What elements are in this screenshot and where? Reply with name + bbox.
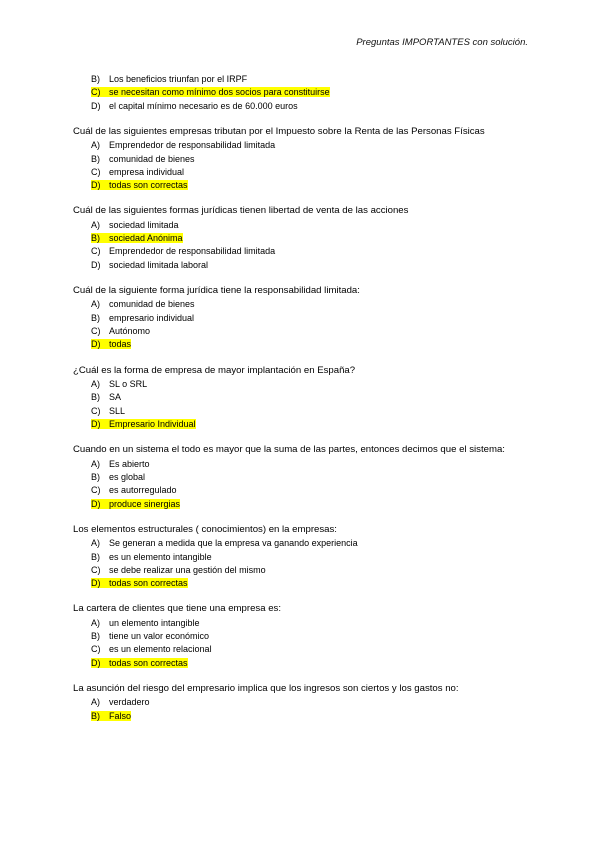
answer-option [73, 86, 533, 99]
answer-option [73, 259, 533, 272]
answer-content [91, 379, 147, 389]
answer-content [91, 485, 177, 495]
document-body [73, 73, 533, 723]
option-text: es autorregulado [109, 485, 177, 496]
option-text: todas son correctas [109, 180, 188, 191]
question-text: ¿Cuál es la forma de empresa de mayor implantación en España? [73, 364, 356, 376]
option-text: es un elemento intangible [109, 551, 212, 562]
answer-content [91, 326, 150, 336]
option-text: se necesitan como mínimo dos socios para constituirse [109, 87, 330, 98]
option-letter: A) [91, 697, 100, 708]
option-letter: C) [91, 246, 101, 257]
answer-content [91, 140, 275, 150]
option-letter: C) [91, 166, 101, 177]
option-text: Emprendedor de responsabilidad limitada [109, 140, 276, 151]
option-text: todas son correctas [109, 578, 188, 589]
question-text: Cuando en un sistema el todo es mayor que la suma de las partes, entonces decimos que el sistema: [73, 444, 505, 456]
option-letter: D) [91, 578, 101, 589]
correct-answer-highlight [91, 87, 330, 97]
answer-content [91, 167, 184, 177]
answer-option [73, 617, 533, 630]
correct-answer-highlight [91, 499, 180, 509]
question-block [73, 365, 533, 432]
question-block [73, 205, 533, 272]
option-letter: B) [91, 233, 100, 244]
answer-option [73, 564, 533, 577]
answer-content [91, 299, 195, 309]
answer-option [73, 153, 533, 166]
answer-option [73, 312, 533, 325]
answer-option [73, 391, 533, 404]
answer-option [73, 245, 533, 258]
correct-answer-highlight [91, 419, 196, 429]
answer-content [91, 631, 209, 641]
answer-option [73, 232, 533, 245]
answer-option [73, 498, 533, 511]
answer-content [91, 538, 358, 548]
question-text: Cuál de las siguientes empresas tributan por el Impuesto sobre la Renta de las Personas Físicas [73, 125, 485, 137]
option-text: Empresario Individual [109, 418, 196, 429]
option-letter: A) [91, 379, 100, 390]
option-text: Se generan a medida que la empresa va ganando experiencia [109, 538, 358, 549]
question-block [73, 524, 533, 591]
answer-option [73, 338, 533, 351]
answer-content [91, 459, 150, 469]
correct-answer-highlight [91, 711, 131, 721]
answer-content [91, 697, 150, 707]
answer-content [91, 472, 145, 482]
option-text: se debe realizar una gestión del mismo [109, 564, 266, 575]
option-letter: A) [91, 219, 100, 230]
option-letter: D) [91, 418, 101, 429]
correct-answer-highlight [91, 233, 183, 243]
option-letter: B) [91, 631, 100, 642]
answer-content [91, 101, 298, 111]
answer-option [73, 418, 533, 431]
option-letter: B) [91, 74, 100, 84]
option-text: empresa individual [109, 166, 185, 177]
option-text: SLL [109, 405, 126, 416]
answer-option [73, 643, 533, 656]
answer-option [73, 73, 533, 86]
answer-content [91, 552, 212, 562]
answer-option [73, 378, 533, 391]
option-text: comunidad de bienes [109, 153, 195, 164]
option-text: SA [109, 392, 122, 403]
option-text: SL o SRL [109, 379, 148, 390]
option-letter: B) [91, 392, 100, 403]
answer-option [73, 405, 533, 418]
option-letter: B) [91, 153, 100, 164]
option-text: Los beneficios triunfan por el IRPF [109, 74, 248, 84]
correct-answer-highlight [91, 658, 188, 668]
option-text: todas son correctas [109, 657, 188, 668]
answer-option [73, 179, 533, 192]
question-text: La asunción del riesgo del empresario implica que los ingresos son ciertos y los gastos no: [73, 683, 459, 695]
question-text: Los elementos estructurales ( conocimientos) en la empresas: [73, 523, 337, 535]
answer-content [91, 565, 266, 575]
option-letter: A) [91, 140, 100, 151]
option-text: es global [109, 471, 146, 482]
option-letter: C) [91, 644, 101, 655]
option-letter: D) [91, 657, 101, 668]
answer-option [73, 100, 533, 113]
question-block [73, 126, 533, 193]
answer-option [73, 166, 533, 179]
correct-answer-highlight [91, 180, 188, 190]
option-text: un elemento intangible [109, 617, 200, 628]
page-header: Preguntas IMPORTANTES con solución. [356, 37, 528, 48]
option-text: verdadero [109, 697, 150, 708]
option-letter: C) [91, 405, 101, 416]
answer-option [73, 630, 533, 643]
answer-content [91, 74, 247, 84]
answer-option [73, 219, 533, 232]
answer-content [91, 618, 200, 628]
answer-content [91, 154, 195, 164]
answer-content [91, 220, 179, 230]
question-block [73, 603, 533, 670]
option-text: Falso [109, 710, 132, 721]
answer-content [91, 392, 121, 402]
answer-option [73, 458, 533, 471]
answer-content [91, 260, 208, 270]
question-block [73, 444, 533, 511]
question-block [73, 683, 533, 723]
option-text: empresario individual [109, 312, 195, 323]
option-text: sociedad limitada [109, 219, 179, 230]
option-letter: B) [91, 471, 100, 482]
answer-content [91, 406, 125, 416]
answer-option [73, 710, 533, 723]
option-text: todas [109, 339, 132, 350]
question-block [73, 285, 533, 352]
option-letter: D) [91, 180, 101, 191]
option-text: Es abierto [109, 458, 150, 469]
answer-content [91, 644, 212, 654]
option-letter: C) [91, 87, 101, 98]
option-text: tiene un valor económico [109, 631, 210, 642]
option-letter: A) [91, 458, 100, 469]
option-text: produce sinergias [109, 498, 181, 509]
option-letter: D) [91, 259, 101, 270]
answer-option [73, 657, 533, 670]
option-letter: B) [91, 312, 100, 323]
question-text: Cuál de la siguiente forma jurídica tiene la responsabilidad limitada: [73, 285, 360, 297]
option-letter: C) [91, 485, 101, 496]
correct-answer-highlight [91, 339, 131, 349]
option-letter: C) [91, 564, 101, 575]
answer-option [73, 471, 533, 484]
answer-option [73, 551, 533, 564]
option-letter: A) [91, 538, 100, 549]
answer-option [73, 577, 533, 590]
option-text: el capital mínimo necesario es de 60.000 euros [109, 100, 298, 111]
answer-content [91, 313, 194, 323]
option-letter: B) [91, 551, 100, 562]
option-text: sociedad Anónima [109, 233, 183, 244]
option-text: Emprendedor de responsabilidad limitada [109, 246, 276, 257]
option-letter: C) [91, 326, 101, 337]
option-letter: D) [91, 498, 101, 509]
option-letter: D) [91, 100, 101, 111]
answer-content [91, 246, 275, 256]
answer-option [73, 139, 533, 152]
answer-option [73, 537, 533, 550]
correct-answer-highlight [91, 578, 188, 588]
option-text: es un elemento relacional [109, 644, 212, 655]
answer-option [73, 696, 533, 709]
answer-option [73, 325, 533, 338]
answer-option [73, 484, 533, 497]
option-text: comunidad de bienes [109, 299, 195, 310]
option-letter: A) [91, 617, 100, 628]
answer-option [73, 298, 533, 311]
option-text: Autónomo [109, 326, 151, 337]
option-letter: A) [91, 299, 100, 310]
option-letter: D) [91, 339, 101, 350]
option-text: sociedad limitada laboral [109, 259, 209, 270]
option-letter: B) [91, 710, 100, 721]
question-text: La cartera de clientes que tiene una empresa es: [73, 603, 281, 615]
question-text: Cuál de las siguientes formas jurídicas tienen libertad de venta de las acciones [73, 205, 409, 217]
